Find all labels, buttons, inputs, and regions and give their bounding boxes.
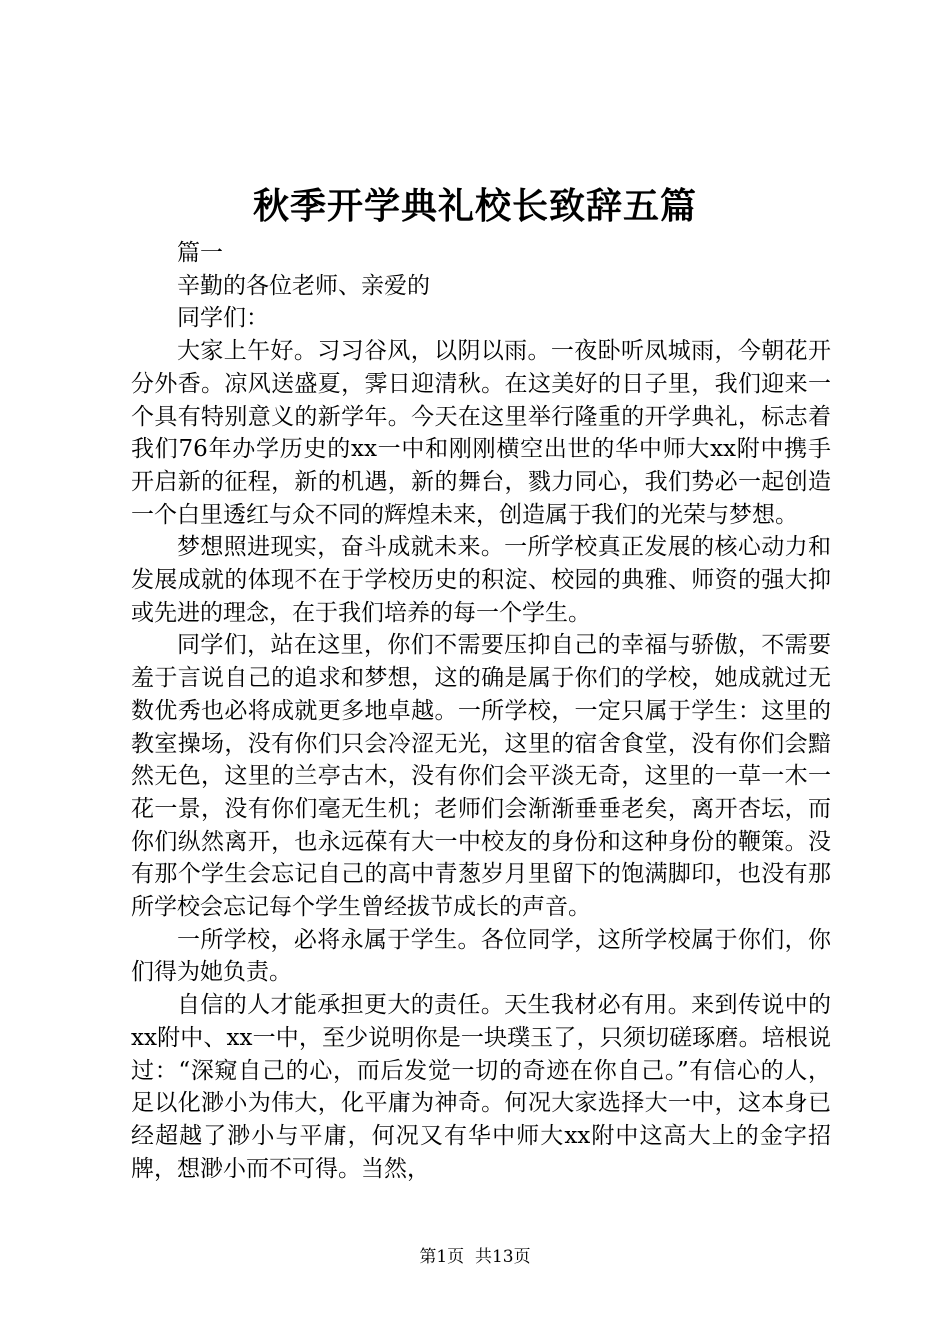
body-paragraph: 梦想照进现实，奋斗成就未来。一所学校真正发展的核心动力和发展成就的体现不在于学校历史的积淀、校园的典雅、师资的强大抑或先进的理念，在于我们培养的每一个学生。	[131, 534, 831, 626]
body-paragraph: 同学们，站在这里，你们不需要压抑自己的幸福与骄傲，不需要羞于言说自己的追求和梦想，这的确是属于你们的学校，她成就过无数优秀也必将成就更多地卓越。一所学校，一定只属于学生：这里的教室操场，没有你们只会冷涩无光，这里的宿舍食堂，没有你们会黯然无色，这里的兰亭古木，没有你们会平淡无奇，这里的一草一木一花一景，没有你们毫无生机；老师们会渐渐垂垂老矣，离开杏坛，而你们纵然离开，也永远葆有大一中校友的身份和这种身份的鞭策。没有那个学生会忘记自己的高中青葱岁月里留下的饱满脚印，也没有那所学校会忘记每个学生曾经拔节成长的声音。	[131, 632, 831, 921]
page-footer	[0, 1245, 950, 1269]
body-paragraph: 自信的人才能承担更大的责任。天生我材必有用。来到传说中的xx附中、xx一中，至少说明你是一块璞玉了，只须切磋琢磨。培根说过：“深窥自己的心，而后发觉一切的奇迹在你自己。”有信心的人，足以化渺小为伟大，化平庸为神奇。何况大家选择大一中，这本身已经超越了渺小与平庸，何况又有华中师大xx附中这高大上的金字招牌，想渺小而不可得。当然，	[131, 992, 831, 1182]
page-number: 第1页 共13页	[419, 1247, 531, 1267]
salutation-line: 同学们：	[177, 305, 269, 332]
body-paragraph: 一所学校，必将永属于学生。各位同学，这所学校属于你们，你们得为她负责。	[131, 926, 831, 986]
document-body	[131, 237, 831, 1185]
body-paragraph: 大家上午好。习习谷风，以阴以雨。一夜卧听凤城雨，今朝花开分外香。凉风送盛夏，霁日迎清秋。在这美好的日子里，我们迎来一个具有特别意义的新学年。今天在这里举行隆重的开学典礼，标志着我们76年办学历史的xx一中和刚刚横空出世的华中师大xx附中携手开启新的征程，新的机遇，新的舞台，戮力同心，我们势必一起创造一个白里透红与众不同的辉煌未来，创造属于我们的光荣与梦想。	[131, 338, 831, 528]
document-title: 秋季开学典礼校长致辞五篇	[252, 185, 697, 227]
salutation-line: 辛勤的各位老师、亲爱的	[177, 272, 430, 299]
section-heading: 篇一	[177, 240, 223, 266]
